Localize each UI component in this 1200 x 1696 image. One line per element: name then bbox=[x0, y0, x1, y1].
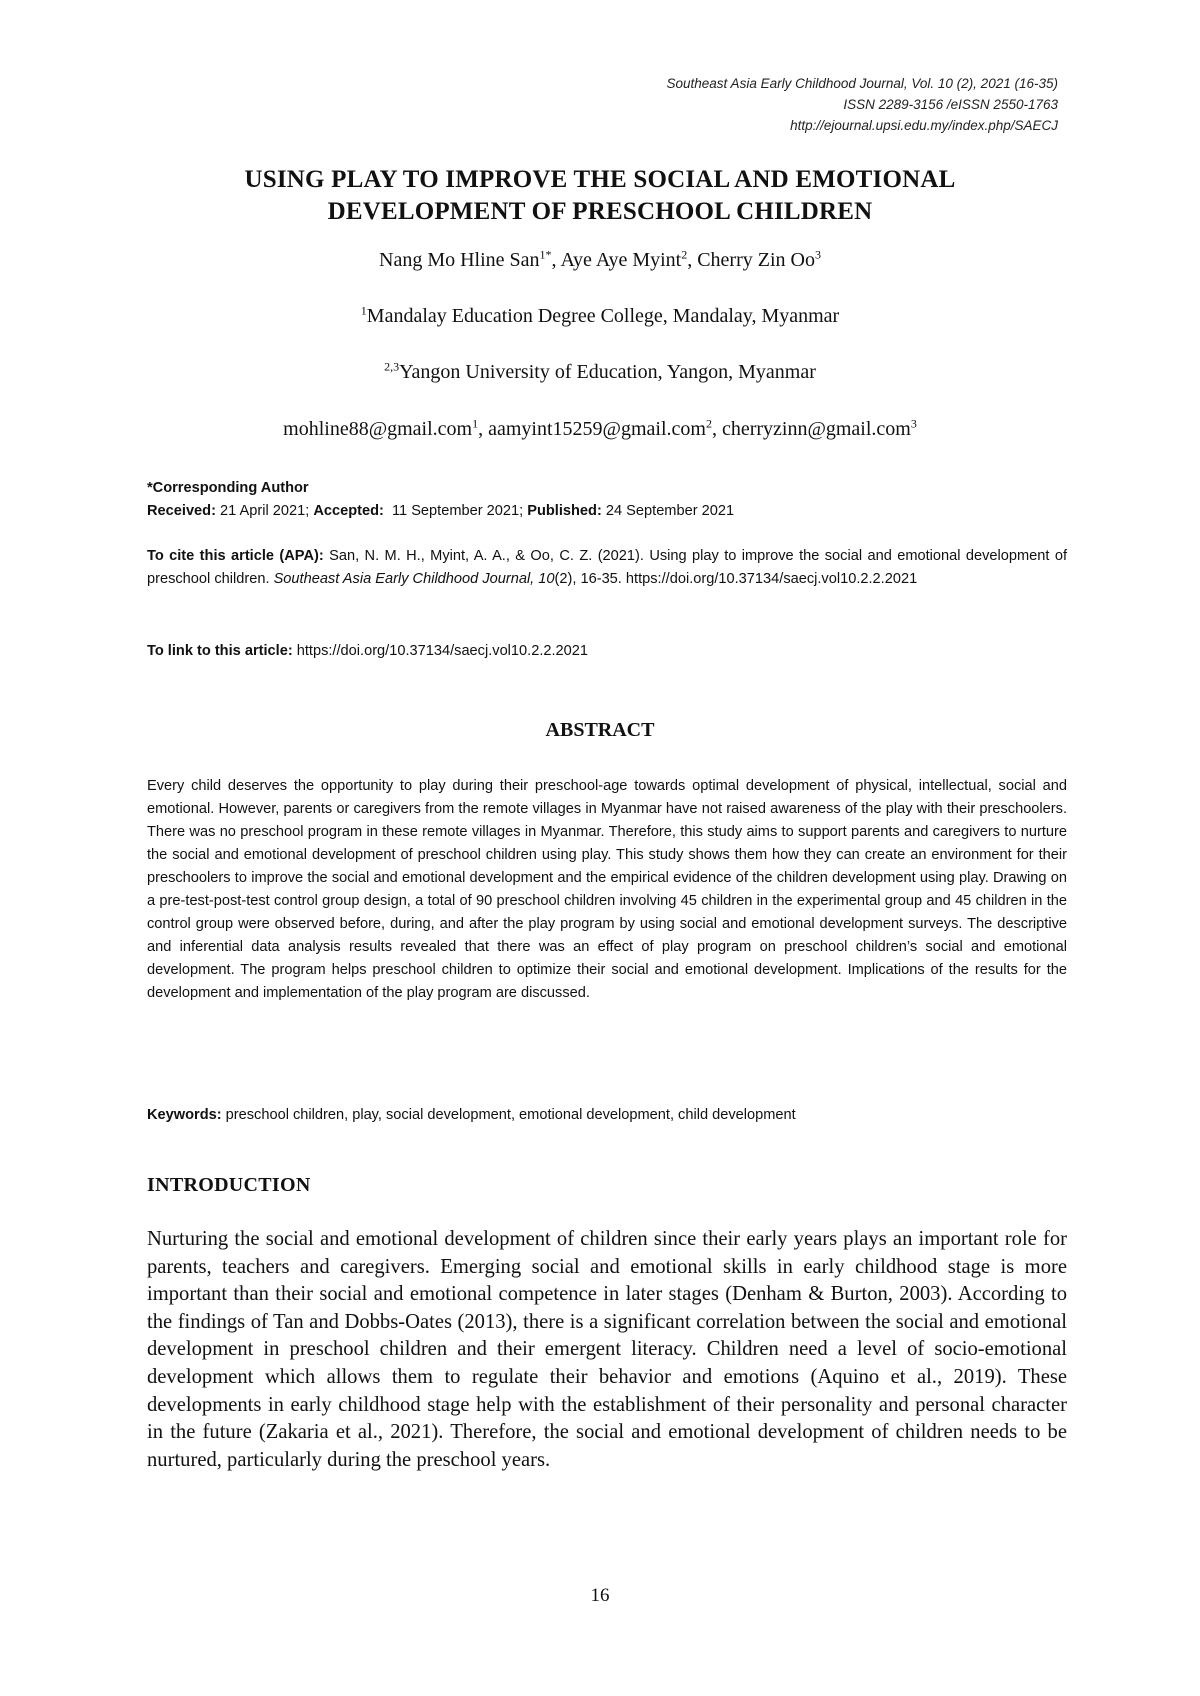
author-marker: 1* bbox=[539, 247, 552, 262]
journal-url[interactable]: http://ejournal.upsi.edu.my/index.php/SAECJ bbox=[790, 118, 1058, 133]
author-marker: 3 bbox=[814, 247, 821, 262]
keywords-label: Keywords: bbox=[147, 1107, 222, 1123]
title-line-1: USING PLAY TO IMPROVE THE SOCIAL AND EMOTIONAL bbox=[244, 166, 956, 193]
abstract-heading: ABSTRACT bbox=[545, 719, 655, 741]
article-dates bbox=[147, 477, 1067, 523]
email-address[interactable]: cherryzinn@gmail.com bbox=[721, 418, 911, 440]
affiliation-marker: 2,3 bbox=[384, 359, 400, 374]
email-marker: 1 bbox=[472, 416, 479, 431]
issn-line: ISSN 2289-3156 /eISSN 2550-1763 bbox=[843, 97, 1058, 112]
published-date: 24 September 2021 bbox=[601, 503, 735, 519]
email-address[interactable]: aamyint15259@gmail.com bbox=[488, 418, 706, 440]
author-name: Nang Mo Hline San bbox=[379, 249, 540, 271]
introduction-body: Nurturing the social and emotional development of children since their early years plays an important role for parents, teachers and caregivers. Emerging social and emotional skills in early childhood stage is more important than their social and emotional competence in later stages (Denham & Burton, 2003). According to the findings of Tan and Dobbs-Oates (2013), there is a significant correlation between the social and emotional development in preschool children and their emergent literacy. Children need a level of socio-emotional development which allows them to regulate their behavior and emotions (Aquino et al., 2019). These developments in early childhood stage help with the establishment of their personality and personal character in the future (Zakaria et al., 2021). Therefore, the social and emotional development of children needs to be nurtured, particularly during the preschool years. bbox=[147, 1228, 1067, 1471]
link-label: To link to this article: bbox=[147, 643, 293, 659]
corresponding-author-label: *Corresponding Author bbox=[147, 480, 309, 496]
separator: , bbox=[711, 418, 722, 440]
introduction-heading: INTRODUCTION bbox=[147, 1174, 311, 1196]
affiliation-marker: 1 bbox=[360, 303, 367, 318]
journal-header bbox=[667, 73, 1058, 136]
accepted-label: Accepted: bbox=[313, 503, 384, 519]
affiliation-2 bbox=[0, 359, 1200, 385]
author-name: Aye Aye Myint bbox=[560, 249, 682, 271]
email-marker: 2 bbox=[705, 416, 712, 431]
separator: , bbox=[687, 249, 698, 271]
affiliation-1 bbox=[0, 303, 1200, 329]
email-list bbox=[0, 416, 1200, 442]
keywords-text: preschool children, play, social development, emotional development, child development bbox=[221, 1107, 796, 1123]
author-marker: 2 bbox=[681, 247, 688, 262]
doi-link[interactable]: https://doi.org/10.37134/saecj.vol10.2.2.2021 bbox=[292, 643, 589, 659]
received-label: Received: bbox=[147, 503, 216, 519]
author-name: Cherry Zin Oo bbox=[697, 249, 815, 271]
received-date: 21 April 2021; bbox=[215, 503, 314, 519]
citation-issue-doi[interactable]: (2), 16-35. https://doi.org/10.37134/saecj.vol10.2.2.2021 bbox=[554, 571, 918, 587]
affiliation-text: Yangon University of Education, Yangon, Myanmar bbox=[399, 361, 816, 383]
author-list bbox=[0, 247, 1200, 273]
abstract-body: Every child deserves the opportunity to play during their preschool-age towards optimal development of physical, intellectual, social and emotional. However, parents or caregivers from the remote villages in Myanmar have not raised awareness of the play with their preschoolers. There was no preschool program in these remote villages in Myanmar. Therefore, this study aims to support parents and caregivers to nurture the social and emotional development of preschool children using play. This study shows them how they can create an environment for their preschoolers to improve the social and emotional development and the empirical evidence of the children development using play. Drawing on a pre-test-post-test control group design, a total of 90 preschool children involving 45 children in the experimental group and 45 children in the control group were observed before, during, and after the play program by using social and emotional development surveys. The descriptive and inferential data analysis results revealed that there was an effect of play program on preschool children’s social and emotional development. The program helps preschool children to optimize their social and emotional development. Implications of the results for the development and implementation of the play program are discussed. bbox=[147, 778, 1067, 1001]
citation-journal: Southeast Asia Early Childhood Journal, 10 bbox=[273, 571, 555, 587]
email-marker: 3 bbox=[910, 416, 917, 431]
accepted-date: 11 September 2021; bbox=[383, 503, 528, 519]
separator: , bbox=[478, 418, 489, 440]
affiliation-text: Mandalay Education Degree College, Mandalay, Myanmar bbox=[366, 305, 840, 327]
citation-label: To cite this article (APA): bbox=[147, 548, 324, 564]
citation-block bbox=[147, 545, 1067, 591]
separator: , bbox=[551, 249, 561, 271]
title-line-2: DEVELOPMENT OF PRESCHOOL CHILDREN bbox=[327, 198, 873, 225]
email-address[interactable]: mohline88@gmail.com bbox=[283, 418, 473, 440]
journal-citation-line: Southeast Asia Early Childhood Journal, Vol. 10 (2), 2021 (16-35) bbox=[666, 76, 1058, 91]
article-link bbox=[147, 640, 1067, 663]
keywords bbox=[147, 1104, 1067, 1127]
citation-text: San, N. M. H., Myint, A. A., & Oo, C. Z. (2021). Using play to improve the social and emotional development of preschool children. bbox=[147, 548, 1068, 587]
published-label: Published: bbox=[527, 503, 602, 519]
paper-title bbox=[0, 164, 1200, 228]
page-number: 16 bbox=[590, 1585, 610, 1606]
